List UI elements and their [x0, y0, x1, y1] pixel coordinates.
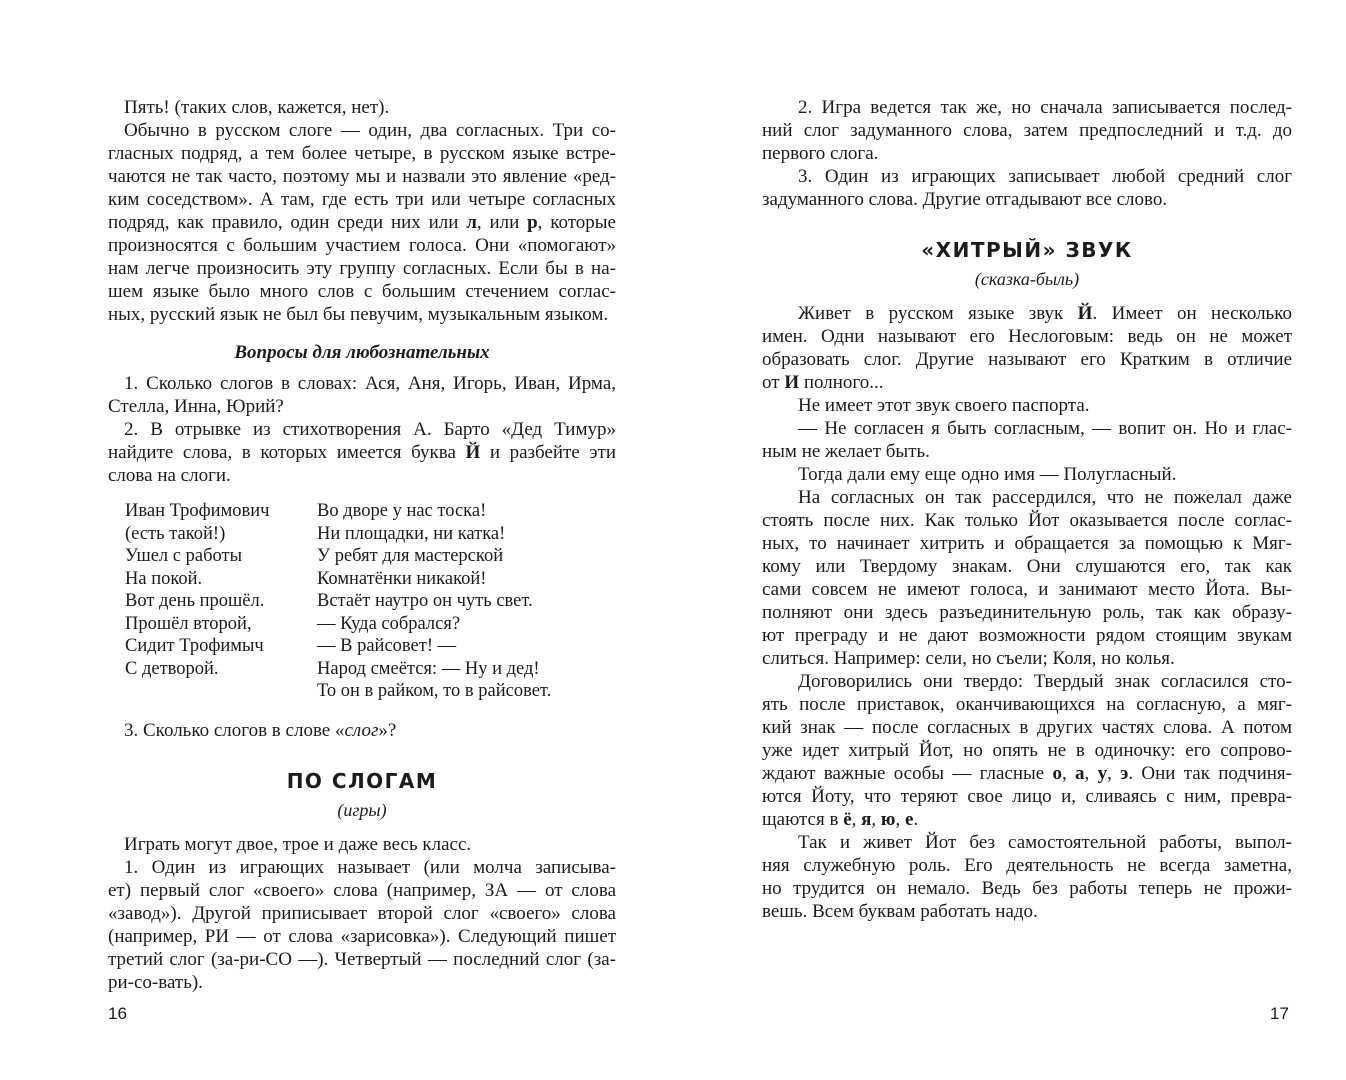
text-segment: , [895, 809, 905, 830]
paragraph [108, 833, 616, 856]
text-line: — Не согласен я быть согласным, — вопит он. Но и глас- [798, 418, 1292, 439]
text-line: полняют они здесь разъединительную роль, так как образу- [762, 602, 1292, 623]
text-line: нам легче произносить эту группу согласных. Если бы в на- [108, 258, 616, 279]
poem [125, 500, 616, 703]
text-line: вешь. Всем буквам работать надо. [762, 901, 1038, 922]
page-17-text [762, 96, 1292, 923]
poem-line: Вот день прошёл. [125, 591, 265, 611]
text-line: слова на слоги. [108, 465, 231, 486]
text-segment: . Они так подчиня- [1128, 763, 1292, 784]
text-line: первого слога. [762, 143, 879, 164]
text-segment: найдите слова, в которых имеется буква [108, 442, 466, 463]
text-line [762, 302, 1292, 325]
text-segment: , [1084, 763, 1098, 784]
text-line: (например, РИ — от слова «зарисовка»). Следующий пишет [108, 925, 616, 947]
text-line [762, 371, 1292, 394]
poem-line: Ни площадки, ни катка! [317, 523, 506, 544]
text-line: кий знак — после согласных в других частях слова. А потом [762, 717, 1292, 738]
bold-letter: а [1075, 763, 1085, 784]
section-heading: «ХИТРЫЙ» ЗВУК [921, 238, 1133, 262]
text-line [762, 808, 1292, 831]
text-line: третий слог (за-ри-СО —). Четвертый — последний слог (за- [108, 948, 616, 970]
text-line: 1. Сколько слогов в словах: Ася, Аня, Игорь, Иван, Ирма, [124, 373, 616, 394]
text-segment: . [913, 809, 919, 830]
text-line: «завод»). Другой приписывает второй слог «своего» слова [108, 902, 616, 924]
bold-letter: р [527, 212, 538, 233]
text-segment: 3. Сколько слогов в слове « [124, 719, 345, 741]
text-line: имен. Одни называют его Неслоговым: ведь он не может [762, 326, 1292, 347]
poem-line: Ушел с работы [125, 546, 243, 566]
text-line: ным не желает быть. [762, 441, 930, 462]
text-line: Договорились они твердо: Твердый знак согласился сто- [798, 671, 1292, 692]
text-segment: полного... [799, 372, 884, 393]
text-line: ять после приставок, оканчивающихся на согласную, а мяг- [762, 694, 1292, 715]
text-line: стоять после них. Как только Йот оказывается после соглас- [762, 510, 1292, 531]
bold-letter: Й [1077, 303, 1093, 324]
text-segment: , или [476, 212, 528, 233]
paragraph [762, 165, 1292, 211]
paragraph [108, 856, 616, 994]
text-line: ных, русский язык не был бы певучим, музыкальным языком. [108, 304, 609, 325]
text-line: Играть могут двое, трое и даже весь класс. [124, 833, 472, 855]
italic-word: слог [344, 719, 379, 741]
poem-line: То он в райком, то в райсовет. [317, 681, 552, 701]
poem-line: Сидит Трофимыч [125, 636, 264, 656]
text-line: Обычно в русском слоге — один, два согласных. Три со- [124, 120, 616, 141]
text-line: ет) первый слог «своего» слова (например, ЗА — от слова [108, 879, 616, 901]
text-line: 1. Один из играющих называет (или молча записыва- [124, 856, 616, 878]
bold-letter: е [904, 809, 914, 830]
paragraph [762, 302, 1292, 394]
section-heading: ПО СЛОГАМ [286, 768, 438, 793]
paragraph [762, 831, 1292, 923]
poem-line: Комнатёнки никакой! [317, 568, 487, 589]
text-line [108, 719, 616, 742]
text-line: шем языке было много слов с большим стечением соглас- [108, 281, 616, 302]
text-segment: щаются в [762, 809, 844, 830]
poem-line: У ребят для мастерской [317, 546, 504, 566]
text-line: ных, то начинает хитрить и обращается за помощью к Мяг- [762, 533, 1292, 554]
paragraph [762, 417, 1292, 463]
bold-letter: ю [880, 809, 896, 830]
section-subtitle: (сказка-быль) [974, 269, 1080, 289]
poem-line: Встаёт наутро он чуть свет. [317, 591, 533, 611]
text-segment: ждают важные особы — гласные [762, 763, 1053, 784]
text-line: чаются не так часто, поэтому мы и назвали это явление «ред- [108, 166, 616, 187]
text-line: Так и живет Йот без самостоятельной работы, выпол- [798, 832, 1292, 853]
text-line: 2. Игра ведется так же, но сначала записывается послед- [798, 97, 1292, 118]
text-segment: »? [378, 719, 397, 741]
text-segment: подряд, как правило, один среди них или [108, 212, 467, 233]
text-line: произносятся с большим участием голоса. Они «помогают» [108, 235, 616, 256]
poem-line: — Куда собрался? [317, 613, 461, 634]
text-line: сами совсем не имеют голоса, и занимают место Йота. Вы- [762, 579, 1292, 600]
bold-letter: Й [465, 442, 481, 463]
poem-line: Во дворе у нас тоска! [317, 501, 487, 521]
text-line: Пять! (таких слов, кажется, нет). [124, 97, 390, 118]
text-line: слиться. Например: сели, но съели; Коля, но колья. [762, 648, 1175, 669]
paragraph [762, 670, 1292, 831]
page-16-text [108, 96, 616, 994]
text-line [108, 211, 616, 234]
paragraph [762, 96, 1292, 165]
text-line: ют преграду и не дают возможности рядом стоящим звукам [762, 625, 1292, 646]
page-number: 16 [108, 1004, 127, 1023]
text-line [108, 441, 616, 464]
paragraph [108, 96, 616, 119]
poem-line: С детворой. [125, 658, 219, 679]
text-segment: , [851, 809, 862, 830]
paragraph [762, 394, 1292, 417]
poem-line: — В райсовет! — [317, 636, 457, 656]
paragraph [108, 418, 616, 487]
text-segment: , [871, 809, 881, 830]
text-line: Тогда дали ему еще одно имя — Полугласный. [798, 464, 1177, 485]
bold-letter: э [1120, 763, 1129, 784]
poem-line: (есть такой!) [125, 523, 226, 544]
text-segment: , [1061, 763, 1076, 784]
paragraph [108, 719, 616, 742]
section-subtitle: (игры) [337, 799, 387, 820]
text-line: Не имеет этот звук своего паспорта. [798, 395, 1090, 416]
paragraph [108, 372, 616, 418]
text-line: гласных подряд, а тем более четыре, в русском языке встре- [108, 143, 616, 164]
poem-line: Прошёл второй, [125, 613, 252, 634]
bold-letter: И [784, 372, 800, 393]
text-line: но трудится он немало. Ведь без работы теперь не прожи- [762, 878, 1292, 899]
page-number: 17 [1270, 1004, 1289, 1023]
text-line: ются Йоту, что теряют свое лицо и, сливаясь с ним, превра- [762, 786, 1292, 807]
bold-letter: ё [843, 809, 852, 830]
paragraph [108, 119, 616, 326]
text-line: ким соседством». А там, где есть три или четыре согласных [108, 189, 616, 210]
poem-line: На покой. [125, 568, 203, 589]
text-line: няя служебную роль. Его деятельность не всегда заметна, [762, 855, 1292, 876]
bold-letter: о [1052, 763, 1062, 784]
text-line: Стелла, Инна, Юрий? [108, 396, 284, 417]
text-segment: от [762, 372, 785, 393]
text-line: На согласных он так рассердился, что не пожелал даже [798, 487, 1292, 508]
text-line: образовать слог. Другие называют его Кратким в отличие [762, 349, 1292, 370]
poem-line: Народ смеётся: — Ну и дед! [317, 658, 540, 679]
section-subheading: Вопросы для любознательных [234, 342, 490, 363]
text-segment: , которые [537, 212, 616, 233]
text-segment: и разбейте эти [480, 442, 616, 463]
text-segment: , [1107, 763, 1121, 784]
poem-column-left [125, 500, 317, 703]
bold-letter: л [466, 212, 477, 233]
bold-letter: я [861, 809, 872, 830]
poem-column-right [317, 500, 616, 703]
text-line: 2. В отрывке из стихотворения А. Барто «Дед Тимур» [124, 419, 616, 440]
text-segment: . Имеет он несколько [1092, 303, 1292, 324]
text-segment: Живет в русском языке звук [798, 303, 1078, 324]
text-line: ри-со-вать). [108, 971, 203, 993]
text-line: ний слог задуманного слова, затем предпоследний и т.д. до [762, 120, 1292, 141]
text-line: задуманного слова. Другие отгадывают все слово. [762, 189, 1168, 210]
text-line [762, 762, 1292, 785]
bold-letter: у [1097, 763, 1108, 784]
paragraph [762, 486, 1292, 670]
poem-line: Иван Трофимович [125, 501, 270, 521]
text-line: уже идет хитрый Йот, но опять не в одиночку: его сопрово- [762, 740, 1292, 761]
text-line: кому или Твердому знакам. Они слушаются его, так как [762, 556, 1292, 577]
text-line: 3. Один из играющих записывает любой средний слог [798, 166, 1292, 187]
paragraph [762, 463, 1292, 486]
